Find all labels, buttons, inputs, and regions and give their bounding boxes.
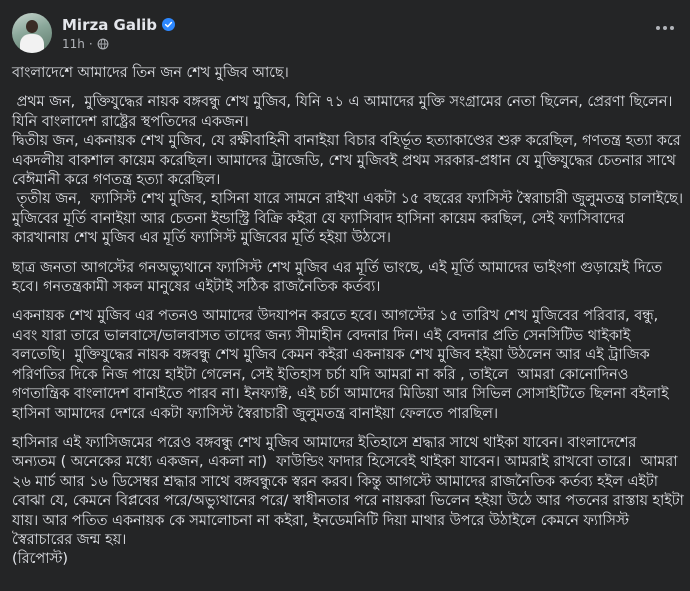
more-options-icon[interactable] bbox=[648, 14, 682, 42]
avatar[interactable] bbox=[12, 13, 52, 53]
verified-badge-icon bbox=[162, 18, 175, 31]
post-paragraph-7: হাসিনার এই ফ্যাসিজমের পরেও বঙ্গবন্ধু শেখ মুজিব আমাদের ইতিহাসে শ্রদ্ধার সাথে থাইকা যাবেন। বাংলাদেশের অন্যতম ( অনেকের মধ্যে একজন, একলা না) ফাউন্ডিং ফাদার হিসেবেই থাইকা যাবেন। আমরাই রাখবো তারে। আমরা ২৬ মার্চ আর ১৬ ডিসেম্বর শ্রদ্ধার সাথে বঙ্গবন্ধুকে স্বরন করব। কিন্তু আগস্টে আমাদের রাজনৈতিক কর্তব্য হইল এইটা বোঝা যে, কেমনে বিপ্লবের পরে/অভ্যুথানের পরে/ স্বাধীনতার পরে নায়করা ভিলেন হইয়া উঠে আর পতনের রাস্তায় হাইটা যায়। আর পতিত একনায়ক কে সমালোচনা না কইরা, ইনডেমনিটি দিয়া মাথার উপরে উঠাইলে কেমনে ফ্যাসিস্ট স্বৈরাচারের জন্ম হয়। bbox=[12, 434, 689, 548]
avatar-body bbox=[20, 34, 44, 53]
post-paragraph-1: বাংলাদেশে আমাদের তিন জন শেখ মুজিব আছে। bbox=[12, 65, 289, 81]
post-paragraph-2: প্রথম জন, মুক্তিযুদ্ধের নায়ক বঙ্গবন্ধু শেখ মুজিব, যিনি ৭১ এ আমাদের মুক্তি সংগ্রামের নেতা ছিলেন, প্রেরণা ছিলেন। যিনি বাংলাদেশ রাষ্ট্রের স্থপতিদের একজন। bbox=[12, 94, 678, 130]
separator-dot: · bbox=[88, 36, 93, 51]
post-paragraph-5: ছাত্র জনতা আগস্টের গনঅভ্যুথানে ফ্যাসিস্ট শেখ মুজিব এর মূর্তি ভাংছে, এই মূর্তি আমাদের ভাইংগা গুড়ায়েই দিতে হবে। গনতন্ত্রকামী সকল মানুষের এইটাই সঠিক রাজনৈতিক কর্তব্য। bbox=[12, 259, 667, 296]
post-meta bbox=[62, 16, 175, 51]
globe-icon[interactable] bbox=[97, 38, 109, 50]
post-subline bbox=[62, 37, 175, 51]
post-paragraph-4: তৃতীয় জন, ফ্যাসিস্ট শেখ মুজিব, হাসিনা যারে সামনে রাইখা একটা ১৫ বছরের ফ্যাসিস্ট স্বৈরাচারী জুলুমতন্ত্র চালাইছে। মুজিবের মূর্তি বানাইয়া আর চেতনা ইন্ডাস্ট্রি বিক্রি কইরা যে ফ্যাসিবাদ হাসিনা কায়েম করছিল, সেই ফ্যাসিবাদের কারখানায় শেখ মুজিব এর মূর্তি ফ্যাসিস্ট মুজিবের মূর্তি হইয়া উঠসে। bbox=[12, 191, 688, 247]
post-paragraph-3: দ্বিতীয় জন, একনায়ক শেখ মুজিব, যে রক্ষীবাহিনী বানাইয়া বিচার বহির্ভূত হত্যাকাণ্ডের শুরু করেছিল, গণতন্ত্র হত্যা করে একদলীয় বাকশাল কায়েম করেছিল। আমাদের ট্রাজেডি, শেখ মুজিবই প্রথম সরকার-প্রধান যে মুক্তিযুদ্ধের চেতনার সাথে বেঈমানী করে গণতন্ত্র হত্যা করেছিল। bbox=[12, 133, 686, 189]
avatar-head bbox=[26, 20, 38, 33]
post-header bbox=[12, 12, 175, 54]
post-timestamp[interactable]: 11h bbox=[62, 36, 85, 51]
author-name[interactable]: Mirza Galib bbox=[62, 15, 157, 34]
name-row bbox=[62, 16, 175, 34]
post-paragraph-8: (রিপোস্ট) bbox=[12, 551, 69, 568]
post-content bbox=[12, 64, 689, 570]
post-paragraph-6: একনায়ক শেখ মুজিব এর পতনও আমাদের উদযাপন করতে হবে। আগস্টের ১৫ তারিখ শেখ মুজিবের পরিবার, বন্ধু, এবং যারা তারে ভালবাসে/ভালবাসত তাদের জন্য সীমাহীন বেদনার দিন। এই বেদনার প্রতি সেনসিটিভ থাইকাই বলতেছি। মুক্তিযুদ্ধের নায়ক বঙ্গবন্ধু শেখ মুজিব কেমন কইরা একনায়ক শেখ মুজিব হইয়া উঠলেন আর এই ট্রাজিক পরিণতির দিকে নিজ পায়ে হাইটা গেলেন, সেই ইতিহাস চর্চা যদি আমরা না করি , তাইলে আমরা কোনোদিনও গণতান্ত্রিক বাংলাদেশ বানাইতে পারব না। ইনফ্যাক্ট, এই চর্চা আমাদের মিডিয়া আর সিভিল সোসাইটিতে ছিলনা বইলাই হাসিনা আমাদের দেশরে একটা ফ্যাসিস্ট স্বৈরাচারী জুলুমতন্ত্র বানাইয়া ফেলতে পারছিল। bbox=[12, 308, 674, 422]
